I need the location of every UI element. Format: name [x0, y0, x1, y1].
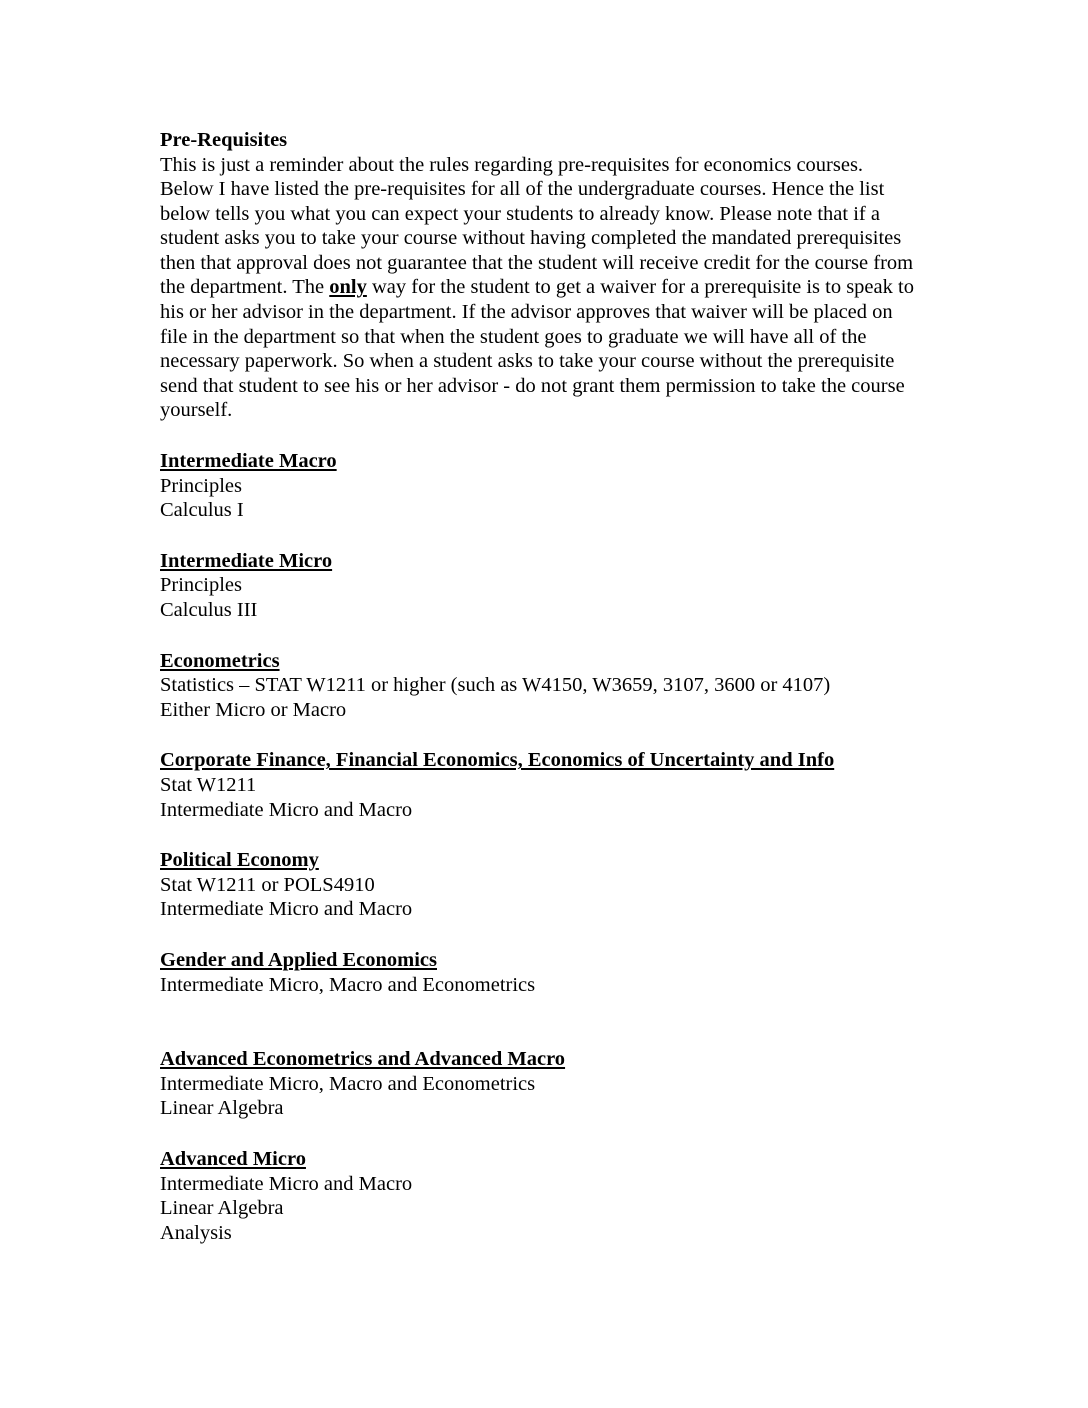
section-advanced-econometrics-and-advanced-macro — [160, 1047, 928, 1121]
section-line: Calculus III — [160, 599, 258, 621]
section-lines — [160, 873, 928, 922]
section-lines — [160, 1172, 928, 1246]
section-line: Principles — [160, 574, 242, 597]
section-heading: Intermediate Macro — [160, 450, 337, 473]
section-lines — [160, 573, 928, 622]
intro-paragraph — [160, 153, 920, 424]
section-lines — [160, 973, 928, 998]
intro-text-after-emphasis: way for the student to get a waiver for a prerequisite is to speak to his or her advisor in the department. If the advisor approves that waiver will be placed on file in the department so that when the student goes to graduate we will have all of the necessary paperwork. So when a student asks to take your course without the prerequisite send that student to see his or her advisor - do not grant them permission to take the course yourself. — [160, 276, 914, 422]
section-intermediate-micro — [160, 549, 928, 623]
section-political-economy — [160, 848, 928, 922]
section-corporate-finance — [160, 748, 928, 822]
section-line: Either Micro or Macro — [160, 698, 347, 721]
section-lines — [160, 673, 928, 722]
section-gender-and-applied-economics — [160, 948, 928, 997]
section-line: Intermediate Micro and Macro — [160, 898, 413, 921]
intro-text-before-emphasis: This is just a reminder about the rules regarding pre-requisites for economics courses. Below I have listed the pre-requisites for all of the undergraduate courses. Hence the list below tells you what you can expect your students to already know. Please note that if a student asks you to take your course without having completed the mandated prerequisites then that approval does not guarantee that the student will receive credit for the course from the department. The — [160, 153, 914, 299]
section-advanced-micro — [160, 1147, 928, 1245]
section-lines — [160, 773, 928, 822]
section-heading: Political Economy — [160, 849, 319, 872]
section-lines — [160, 1072, 928, 1121]
section-heading: Advanced Econometrics and Advanced Macro — [160, 1048, 566, 1071]
section-heading: Intermediate Micro — [160, 549, 333, 572]
section-line: Principles — [160, 474, 242, 497]
section-econometrics — [160, 649, 928, 723]
intro-emphasis-only: only — [329, 276, 367, 299]
page-title: Pre-Requisites — [160, 129, 288, 151]
section-line: Analysis — [160, 1221, 232, 1244]
section-line: Intermediate Micro, Macro and Econometrics — [160, 973, 536, 996]
section-line: Stat W1211 — [160, 773, 257, 796]
section-heading: Corporate Finance, Financial Economics, Economics of Uncertainty and Info — [160, 749, 835, 772]
section-heading: Advanced Micro — [160, 1147, 306, 1170]
section-line: Intermediate Micro and Macro — [160, 798, 413, 821]
section-line: Intermediate Micro and Macro — [160, 1172, 413, 1195]
section-heading: Gender and Applied Economics — [160, 948, 437, 971]
section-line: Stat W1211 or POLS4910 — [160, 873, 375, 896]
section-line: Statistics – STAT W1211 or higher (such as W4150, W3659, 3107, 3600 or 4107) — [160, 674, 831, 697]
section-line: Intermediate Micro, Macro and Econometrics — [160, 1072, 536, 1095]
section-line: Calculus I — [160, 499, 244, 522]
section-line: Linear Algebra — [160, 1197, 284, 1220]
section-intermediate-macro — [160, 449, 928, 523]
section-line: Linear Algebra — [160, 1097, 284, 1120]
section-lines — [160, 474, 928, 523]
section-heading: Econometrics — [160, 649, 280, 672]
